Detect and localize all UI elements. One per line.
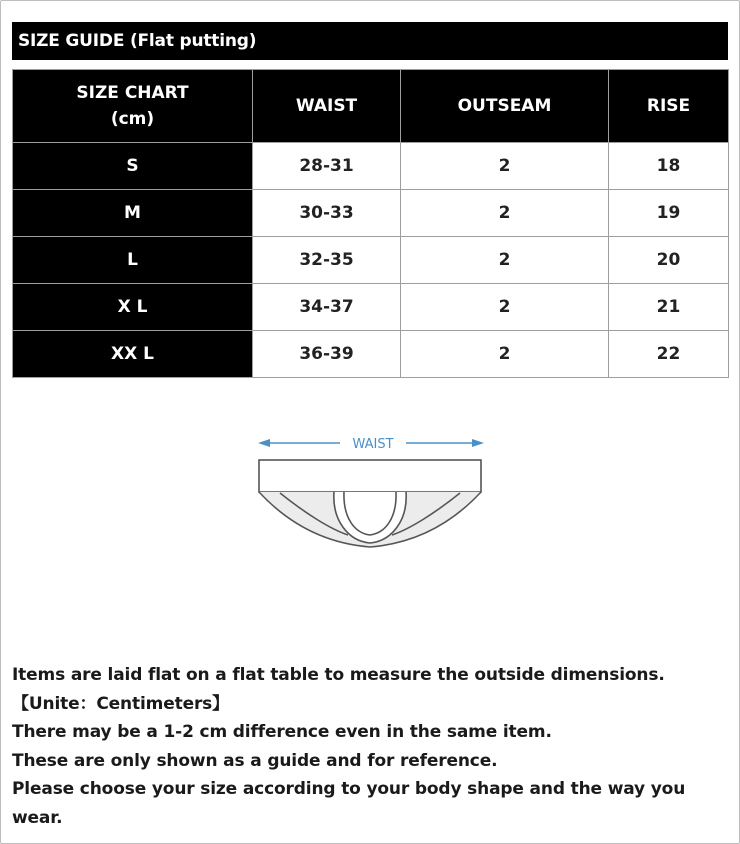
size-notes (12, 661, 728, 832)
waist-cell: 36-39 (253, 331, 401, 378)
size-cell: X L (13, 284, 253, 331)
note-choose-size: Please choose your size according to your body shape and the way you wear. (12, 779, 686, 828)
table-row (13, 143, 729, 190)
outseam-cell: 2 (401, 143, 609, 190)
size-chart-table (12, 69, 729, 378)
garment-diagram (230, 425, 510, 570)
waist-cell: 32-35 (253, 237, 401, 284)
size-cell: XX L (13, 331, 253, 378)
table-row (13, 284, 729, 331)
table-header-row (13, 70, 729, 143)
header-rise: RISE (609, 70, 729, 143)
page-title: SIZE GUIDE (Flat putting) (12, 22, 728, 60)
rise-cell: 22 (609, 331, 729, 378)
outseam-cell: 2 (401, 331, 609, 378)
note-measurement: Items are laid flat on a flat table to measure the outside dimensions.【Unite：Centimeters】 (12, 665, 665, 714)
rise-cell: 19 (609, 190, 729, 237)
table-row (13, 190, 729, 237)
header-outseam: OUTSEAM (401, 70, 609, 143)
garment-outline (259, 460, 481, 547)
outseam-cell: 2 (401, 190, 609, 237)
rise-cell: 18 (609, 143, 729, 190)
waist-cell: 30-33 (253, 190, 401, 237)
note-difference: There may be a 1-2 cm difference even in the same item. (12, 722, 552, 742)
note-reference: These are only shown as a guide and for reference. (12, 750, 498, 771)
waist-cell: 34-37 (253, 284, 401, 331)
size-cell: S (13, 143, 253, 190)
rise-cell: 21 (609, 284, 729, 331)
waist-label: WAIST (352, 437, 394, 452)
waist-cell: 28-31 (253, 143, 401, 190)
header-size-chart: SIZE CHART (cm) (13, 70, 253, 143)
table-row (13, 237, 729, 284)
rise-cell: 20 (609, 237, 729, 284)
table-row (13, 331, 729, 378)
outseam-cell: 2 (401, 237, 609, 284)
outseam-cell: 2 (401, 284, 609, 331)
header-waist: WAIST (253, 70, 401, 143)
size-cell: M (13, 190, 253, 237)
size-cell: L (13, 237, 253, 284)
